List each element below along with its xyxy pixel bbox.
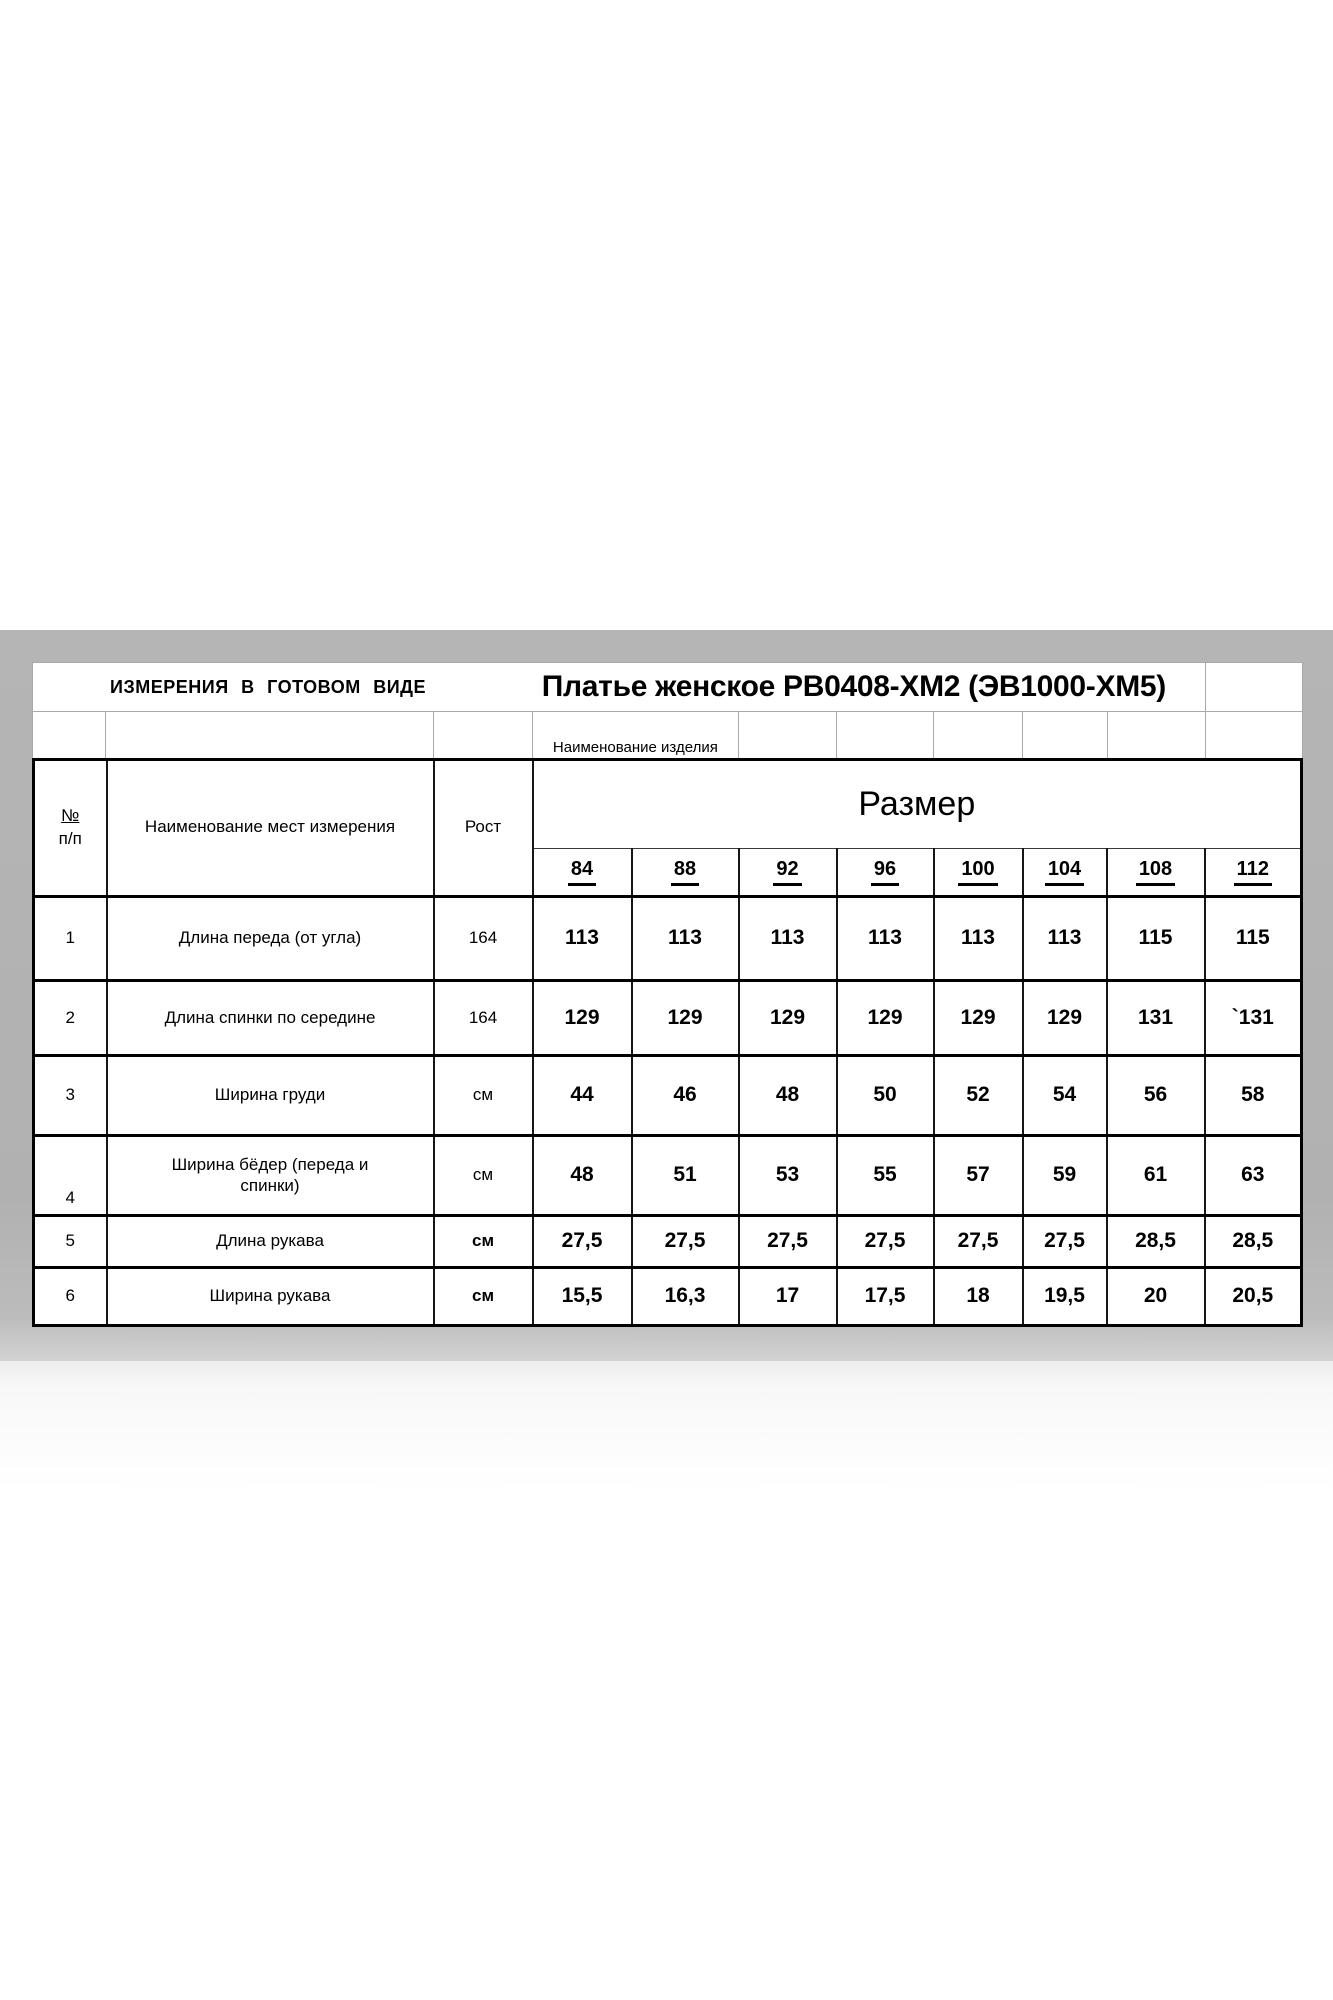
row-rost: см — [434, 1135, 533, 1215]
row-rost: 164 — [434, 896, 533, 980]
value-cell: 129 — [533, 980, 632, 1055]
value-cell: 44 — [533, 1055, 632, 1135]
size-header-96: 96 — [837, 848, 934, 896]
table-row — [34, 1267, 1302, 1325]
value-cell: 20 — [1107, 1267, 1205, 1325]
value-cell: 59 — [1023, 1135, 1107, 1215]
header-row — [34, 759, 1302, 848]
value-cell: 27,5 — [739, 1215, 837, 1267]
table-row — [34, 896, 1302, 980]
row-number: 3 — [34, 1055, 107, 1135]
ghost-cell — [934, 712, 1023, 758]
value-cell: 113 — [632, 896, 739, 980]
size-header-108: 108 — [1107, 848, 1205, 896]
size-header-100: 100 — [934, 848, 1023, 896]
table-row — [34, 980, 1302, 1055]
value-cell: 27,5 — [533, 1215, 632, 1267]
title-row — [33, 663, 1303, 712]
value-cell: 20,5 — [1205, 1267, 1302, 1325]
size-header-84: 84 — [533, 848, 632, 896]
value-cell: 129 — [739, 980, 837, 1055]
value-cell: 58 — [1205, 1055, 1302, 1135]
measurements-table — [32, 758, 1303, 1327]
ghost-cell — [106, 712, 433, 758]
value-cell: 51 — [632, 1135, 739, 1215]
product-title: Платье женское РВ0408-ХМ2 (ЭВ1000-ХМ5) — [541, 670, 1166, 703]
size-header-104: 104 — [1023, 848, 1107, 896]
product-name-caption: Наименование изделия — [532, 712, 738, 758]
value-cell: 115 — [1107, 896, 1205, 980]
value-cell: 27,5 — [837, 1215, 934, 1267]
row-number: 2 — [34, 980, 107, 1055]
size-header-88: 88 — [632, 848, 739, 896]
lower-gradient-background — [0, 1361, 1333, 2000]
value-cell: 53 — [739, 1135, 837, 1215]
value-cell: 19,5 — [1023, 1267, 1107, 1325]
table-row — [34, 1215, 1302, 1267]
row-number: 4 — [34, 1135, 107, 1215]
measure-state-label: ИЗМЕРЕНИЯ В ГОТОВОМ ВИДЕ — [110, 676, 426, 697]
value-cell: 129 — [1023, 980, 1107, 1055]
col-header-name: Наименование мест измерения — [107, 759, 434, 896]
ghost-cell — [1205, 663, 1302, 712]
value-cell: 129 — [632, 980, 739, 1055]
ghost-cell — [837, 712, 934, 758]
title-block — [32, 662, 1303, 758]
value-cell: 46 — [632, 1055, 739, 1135]
value-cell: 28,5 — [1205, 1215, 1302, 1267]
value-cell: `131 — [1205, 980, 1302, 1055]
row-label: Длина спинки по середине — [107, 980, 434, 1055]
value-cell: 27,5 — [632, 1215, 739, 1267]
value-cell: 54 — [1023, 1055, 1107, 1135]
row-number: 1 — [34, 896, 107, 980]
row-rost: см — [434, 1215, 533, 1267]
value-cell: 17,5 — [837, 1267, 934, 1325]
value-cell: 115 — [1205, 896, 1302, 980]
product-name-row — [33, 712, 1303, 758]
value-cell: 61 — [1107, 1135, 1205, 1215]
value-cell: 48 — [533, 1135, 632, 1215]
title-cell — [33, 663, 1206, 712]
value-cell: 113 — [533, 896, 632, 980]
num-header-line2: п/п — [58, 828, 82, 848]
row-label: Длина рукава — [107, 1215, 434, 1267]
col-header-rost: Рост — [434, 759, 533, 896]
row-rost: 164 — [434, 980, 533, 1055]
ghost-cell — [1023, 712, 1107, 758]
ghost-cell — [1205, 712, 1302, 758]
value-cell: 28,5 — [1107, 1215, 1205, 1267]
value-cell: 17 — [739, 1267, 837, 1325]
value-cell: 27,5 — [934, 1215, 1023, 1267]
value-cell: 129 — [934, 980, 1023, 1055]
value-cell: 129 — [837, 980, 934, 1055]
size-header-92: 92 — [739, 848, 837, 896]
value-cell: 63 — [1205, 1135, 1302, 1215]
ghost-cell — [433, 712, 532, 758]
row-rost: см — [434, 1267, 533, 1325]
value-cell: 113 — [934, 896, 1023, 980]
row-number: 6 — [34, 1267, 107, 1325]
row-label: Длина переда (от угла) — [107, 896, 434, 980]
value-cell: 27,5 — [1023, 1215, 1107, 1267]
value-cell: 131 — [1107, 980, 1205, 1055]
row-rost: см — [434, 1055, 533, 1135]
table-row — [34, 1055, 1302, 1135]
ghost-cell — [739, 712, 837, 758]
value-cell: 113 — [739, 896, 837, 980]
value-cell: 52 — [934, 1055, 1023, 1135]
value-cell: 113 — [1023, 896, 1107, 980]
value-cell: 55 — [837, 1135, 934, 1215]
ghost-cell — [1107, 712, 1205, 758]
value-cell: 113 — [837, 896, 934, 980]
table-row — [34, 1135, 1302, 1215]
value-cell: 18 — [934, 1267, 1023, 1325]
size-header-112: 112 — [1205, 848, 1302, 896]
ghost-cell — [33, 712, 106, 758]
row-label: Ширина груди — [107, 1055, 434, 1135]
row-number: 5 — [34, 1215, 107, 1267]
value-cell: 57 — [934, 1135, 1023, 1215]
col-header-num — [34, 759, 107, 896]
value-cell: 15,5 — [533, 1267, 632, 1325]
value-cell: 16,3 — [632, 1267, 739, 1325]
value-cell: 50 — [837, 1055, 934, 1135]
num-header-line1: № — [61, 805, 80, 825]
value-cell: 48 — [739, 1055, 837, 1135]
row-label: Ширина бёдер (переда и спинки) — [107, 1135, 434, 1215]
row-label: Ширина рукава — [107, 1267, 434, 1325]
value-cell: 56 — [1107, 1055, 1205, 1135]
size-group-header: Размер — [533, 759, 1302, 848]
size-chart-sheet — [32, 662, 1303, 1327]
